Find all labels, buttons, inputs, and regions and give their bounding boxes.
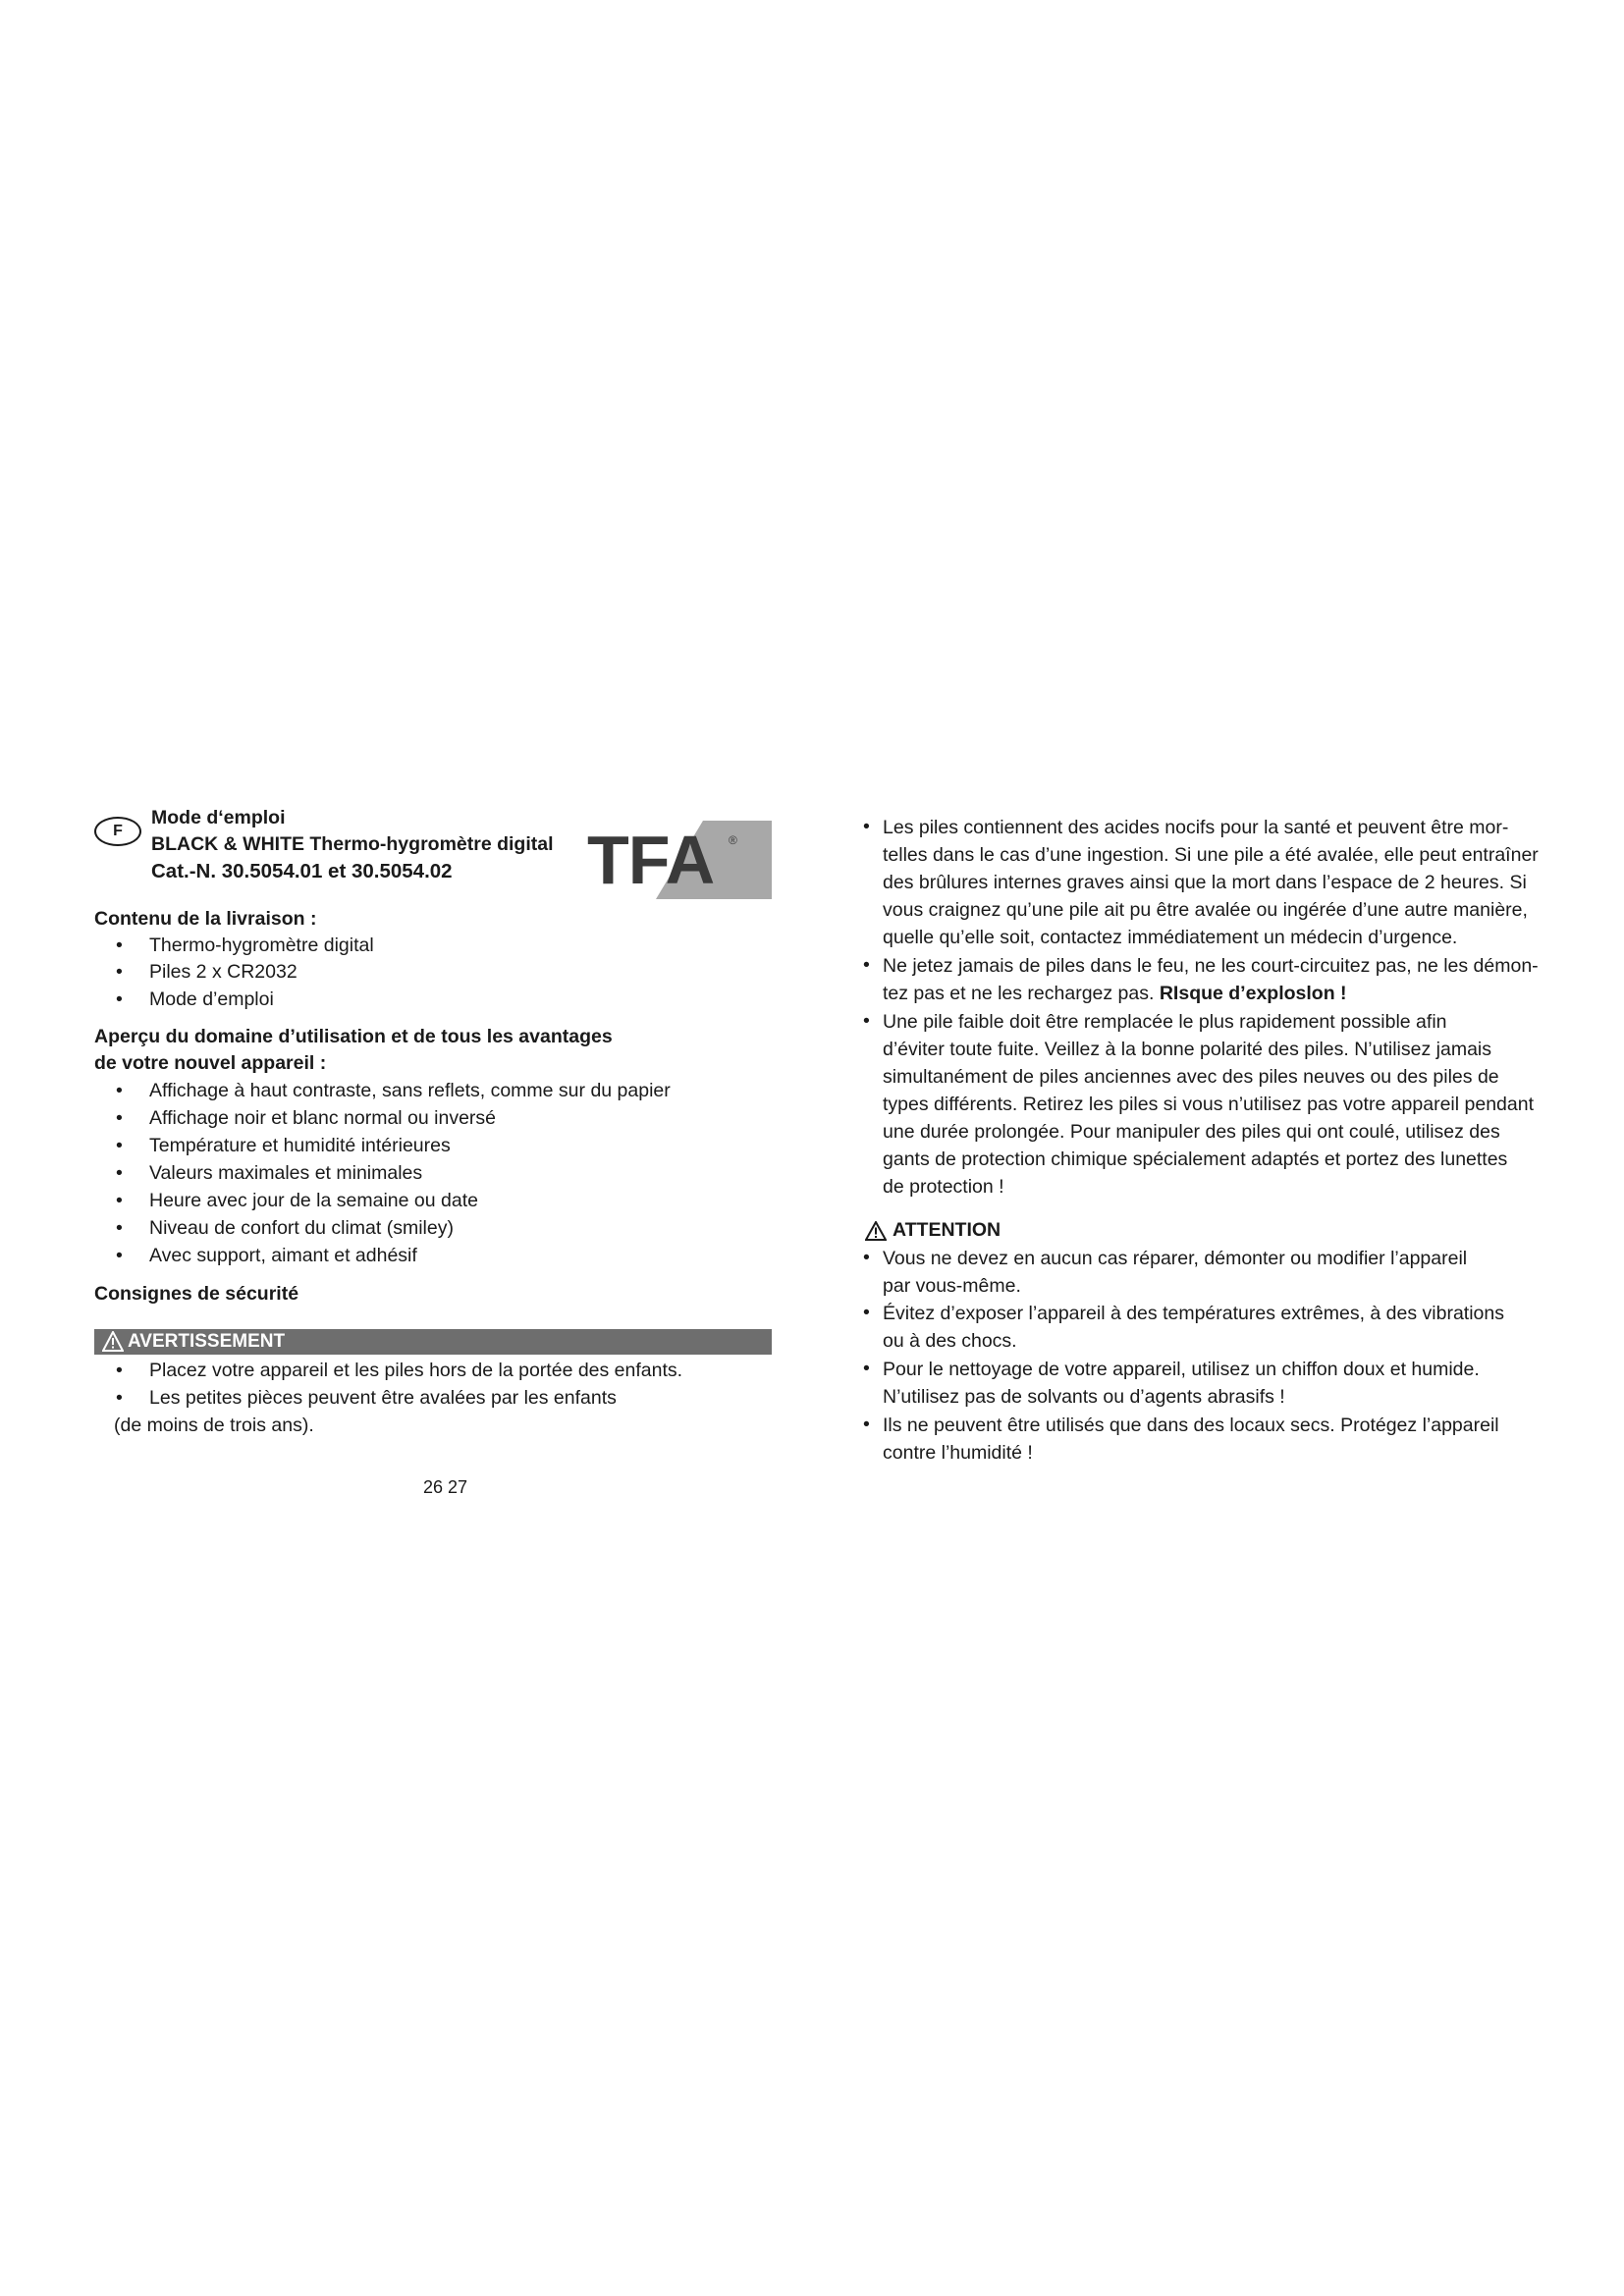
overview-heading-cont: de votre nouvel appareil :	[94, 1052, 327, 1074]
bullet: •	[863, 1010, 870, 1032]
manual-title: Mode d‘emploi	[151, 807, 286, 828]
warning-continuation: (de moins de trois ans).	[114, 1415, 314, 1436]
text-line: Pour le nettoyage de votre appareil, utilisez un chiffon doux et humide.	[883, 1359, 1480, 1380]
text-line: quelle qu’elle soit, contactez immédiatement un médecin d’urgence.	[883, 927, 1458, 948]
text-line: ou à des chocs.	[883, 1330, 1017, 1352]
delivery-heading: Contenu de la livraison :	[94, 908, 317, 930]
attention-heading	[865, 1217, 1160, 1245]
text-line: par vous-même.	[883, 1275, 1021, 1297]
text-line: N’utilisez pas de solvants ou d’agents abrasifs !	[883, 1386, 1285, 1408]
text-line: Ne jetez jamais de piles dans le feu, ne les court-circuitez pas, ne les démon-	[883, 955, 1539, 977]
left-column: F Mode d‘emploi BLACK & WHITE Thermo-hygromètre digital Cat.-N. 30.5054.01 et 30.5054.02 TFA ® Contenu de la livraison : • Thermo-hygromètre digital • Piles 2 x CR2032 • Mode d’emploi Aperçu du domaine d’utilisation et de tous les avantages de votre nouvel appareil : • Affichage à haut contraste, sans reflets, comme sur du papier • Affichage noir et blanc normal ou inversé • Température et humidité intérieures • Valeurs maximales et minimales • Heure avec jour de la semaine ou date • Niveau de confort du climat (smiley) • Avec support, aimant et adhésif Consignes de sécurité AVERTISSEMENT • Placez votre appareil et les piles hors de la portée des enfants. • Les petites pièces peuvent être avalées par les enfants (de moins de trois ans).	[94, 805, 772, 1492]
warning-triangle-icon	[865, 1221, 887, 1241]
text-line: telles dans le cas d’une ingestion. Si une pile a été avalée, elle peut entraîner	[883, 844, 1539, 866]
catalog-number: Cat.-N. 30.5054.01 et 30.5054.02	[151, 860, 453, 882]
bullet: •	[863, 1247, 870, 1268]
explosion-warning: RIsque d’exploslon !	[1159, 983, 1347, 1004]
overview-heading: Aperçu du domaine d’utilisation et de tous les avantages	[94, 1026, 613, 1047]
svg-text:®: ®	[729, 833, 737, 847]
text-line: gants de protection chimique spécialement adaptés et portez des lunettes	[883, 1148, 1508, 1170]
warning-label: AVERTISSEMENT	[128, 1331, 286, 1352]
product-name: BLACK & WHITE Thermo-hygromètre digital	[151, 833, 554, 855]
text-line: des brûlures internes graves ainsi que la mort dans l’espace de 2 heures. Si	[883, 872, 1527, 893]
right-column	[863, 814, 1550, 1471]
bullet: •	[863, 954, 870, 976]
text-line: contre l’humidité !	[883, 1442, 1033, 1464]
svg-text:TFA: TFA	[587, 822, 715, 898]
bullet: •	[863, 1358, 870, 1379]
text-line: Ils ne peuvent être utilisés que dans des locaux secs. Protégez l’appareil	[883, 1415, 1499, 1436]
tfa-logo	[587, 821, 772, 899]
text-line	[883, 980, 1347, 1007]
warning-banner	[94, 1329, 772, 1355]
bullet: •	[863, 816, 870, 837]
safety-heading: Consignes de sécurité	[94, 1283, 299, 1305]
text-line: types différents. Retirez les piles si vous n’utilisez pas votre appareil pendant	[883, 1094, 1534, 1115]
text-line: Évitez d’exposer l’appareil à des températures extrêmes, à des vibrations	[883, 1303, 1504, 1324]
attention-label: ATTENTION	[893, 1219, 1001, 1241]
text-line: simultanément de piles anciennes avec des piles neuves ou des piles de	[883, 1066, 1499, 1088]
text-line: d’éviter toute fuite. Veillez à la bonne polarité des piles. N’utilisez jamais	[883, 1039, 1492, 1060]
text-line: Les piles contiennent des acides nocifs pour la santé et peuvent être mor-	[883, 817, 1509, 838]
bullet: •	[863, 1414, 870, 1435]
text-fragment: tez pas et ne les rechargez pas.	[883, 983, 1155, 1004]
text-line: Vous ne devez en aucun cas réparer, démonter ou modifier l’appareil	[883, 1248, 1468, 1269]
page-number: 26 27	[423, 1477, 468, 1497]
text-line: vous craignez qu’une pile ait pu être avalée ou ingérée d’une autre manière,	[883, 899, 1528, 921]
text-line: de protection !	[883, 1176, 1004, 1198]
language-badge: F	[94, 817, 141, 846]
text-line: Une pile faible doit être remplacée le plus rapidement possible afin	[883, 1011, 1447, 1033]
warning-triangle-icon	[102, 1331, 124, 1352]
text-line: une durée prolongée. Pour manipuler des piles qui ont coulé, utilisez des	[883, 1121, 1500, 1143]
bullet: •	[863, 1302, 870, 1323]
